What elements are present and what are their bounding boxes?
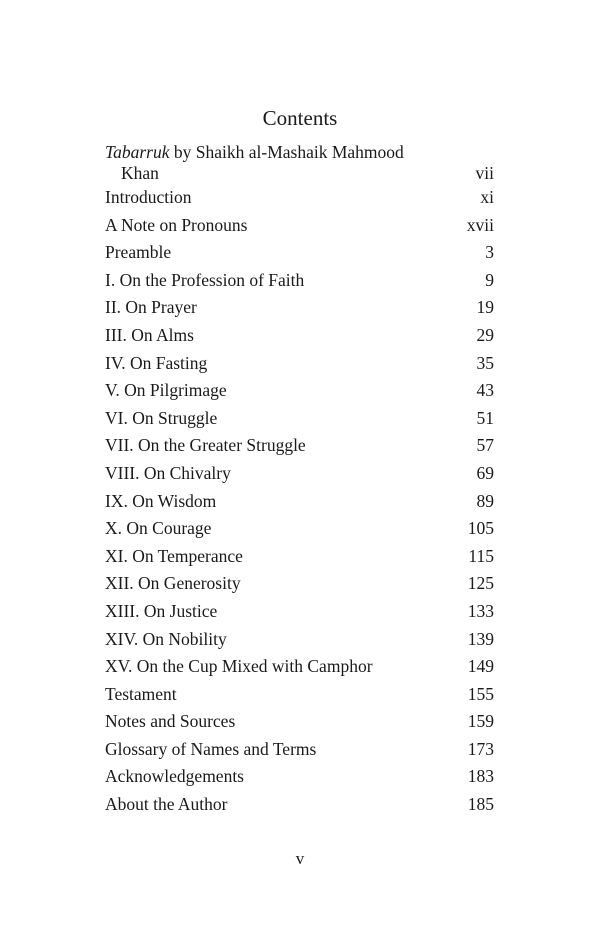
toc-entry[interactable] — [105, 432, 494, 460]
toc-entry-page: 19 — [476, 297, 494, 318]
toc-entry-title: XV. On the Cup Mixed with Camphor — [105, 656, 373, 677]
toc-entry-title-italic: Tabarruk — [105, 142, 170, 162]
toc-entry[interactable] — [105, 322, 494, 350]
toc-entry-tabarruk[interactable] — [105, 142, 494, 184]
toc-entry-page: 105 — [467, 518, 494, 539]
toc-entry-title: XIII. On Justice — [105, 600, 218, 621]
toc-entry-page: vii — [475, 163, 494, 183]
toc-entry[interactable] — [105, 515, 494, 543]
toc-entry-page: 133 — [467, 600, 494, 621]
toc-entry-page: 173 — [467, 738, 494, 759]
toc-entry[interactable] — [105, 570, 494, 598]
toc-entry-page: 89 — [476, 490, 494, 511]
toc-entry-title: II. On Prayer — [105, 297, 197, 318]
toc-entry-page: 29 — [476, 324, 494, 345]
toc-entry[interactable] — [105, 184, 494, 212]
toc-entry-page: 57 — [476, 435, 494, 456]
toc-entry-title: VI. On Struggle — [105, 407, 218, 428]
toc-entry[interactable] — [105, 763, 494, 791]
toc-entry-title: I. On the Profession of Faith — [105, 269, 305, 290]
toc-entry-title: Acknowledgements — [105, 766, 244, 787]
toc-entry-title: VIII. On Chivalry — [105, 462, 231, 483]
toc-entry-title-rest: by Shaikh al-Mashaik Mahmood — [169, 142, 404, 162]
toc-entry[interactable] — [105, 350, 494, 378]
toc-entry[interactable] — [105, 681, 494, 709]
page-number: v — [295, 849, 305, 868]
toc-entry-title: XI. On Temperance — [105, 545, 243, 566]
toc-entry-page: 183 — [467, 766, 494, 787]
toc-list — [105, 184, 494, 819]
toc-entry-title: X. On Courage — [105, 518, 212, 539]
toc-entry[interactable] — [105, 653, 494, 681]
toc-entry-page: 149 — [467, 656, 494, 677]
toc-entry[interactable] — [105, 377, 494, 405]
page-title: Contents — [262, 106, 338, 130]
toc-entry[interactable] — [105, 267, 494, 295]
toc-entry-title: Testament — [105, 683, 177, 704]
toc-entry-page: xvii — [466, 214, 494, 235]
toc-entry[interactable] — [105, 294, 494, 322]
toc-entry-title: XII. On Generosity — [105, 573, 241, 594]
toc-entry-title: IV. On Fasting — [105, 352, 208, 373]
toc-entry-page: 35 — [476, 352, 494, 373]
toc-entry-page: 3 — [485, 242, 494, 263]
toc-entry-page: 185 — [467, 794, 494, 815]
toc-entry[interactable] — [105, 708, 494, 736]
toc-entry[interactable] — [105, 405, 494, 433]
toc-entry-page: 9 — [485, 269, 494, 290]
toc-entry-title: A Note on Pronouns — [105, 214, 248, 235]
toc-entry[interactable] — [105, 212, 494, 240]
toc-entry-title: V. On Pilgrimage — [105, 380, 227, 401]
toc-entry-page: xi — [480, 187, 494, 207]
toc-entry[interactable] — [105, 626, 494, 654]
toc-entry[interactable] — [105, 791, 494, 819]
toc-entry[interactable] — [105, 543, 494, 571]
toc-entry[interactable] — [105, 460, 494, 488]
toc-entry-title: Preamble — [105, 242, 172, 263]
toc-entry-title: IX. On Wisdom — [105, 490, 217, 511]
toc-entry-page: 115 — [468, 545, 494, 566]
toc-entry-page: 69 — [476, 462, 494, 483]
toc-entry-page: 51 — [476, 407, 494, 428]
toc-entry-page: 159 — [467, 711, 494, 732]
toc-entry-title: VII. On the Greater Struggle — [105, 435, 306, 456]
toc-entry-title: Glossary of Names and Terms — [105, 738, 317, 759]
toc-entry-page: 43 — [476, 380, 494, 401]
table-of-contents — [105, 142, 494, 819]
toc-entry-title: Notes and Sources — [105, 711, 236, 732]
toc-entry-page: 125 — [467, 573, 494, 594]
toc-entry-title — [105, 142, 404, 184]
toc-entry-title: Introduction — [105, 187, 192, 207]
toc-entry[interactable] — [105, 488, 494, 516]
toc-entry-page: 155 — [467, 683, 494, 704]
toc-entry[interactable] — [105, 598, 494, 626]
toc-entry[interactable] — [105, 239, 494, 267]
toc-entry-title-wrap: Khan — [121, 163, 159, 183]
toc-entry-title: About the Author — [105, 794, 228, 815]
toc-entry-page: 139 — [467, 628, 494, 649]
toc-entry[interactable] — [105, 736, 494, 764]
toc-entry-title: XIV. On Nobility — [105, 628, 227, 649]
toc-entry-title: III. On Alms — [105, 324, 194, 345]
